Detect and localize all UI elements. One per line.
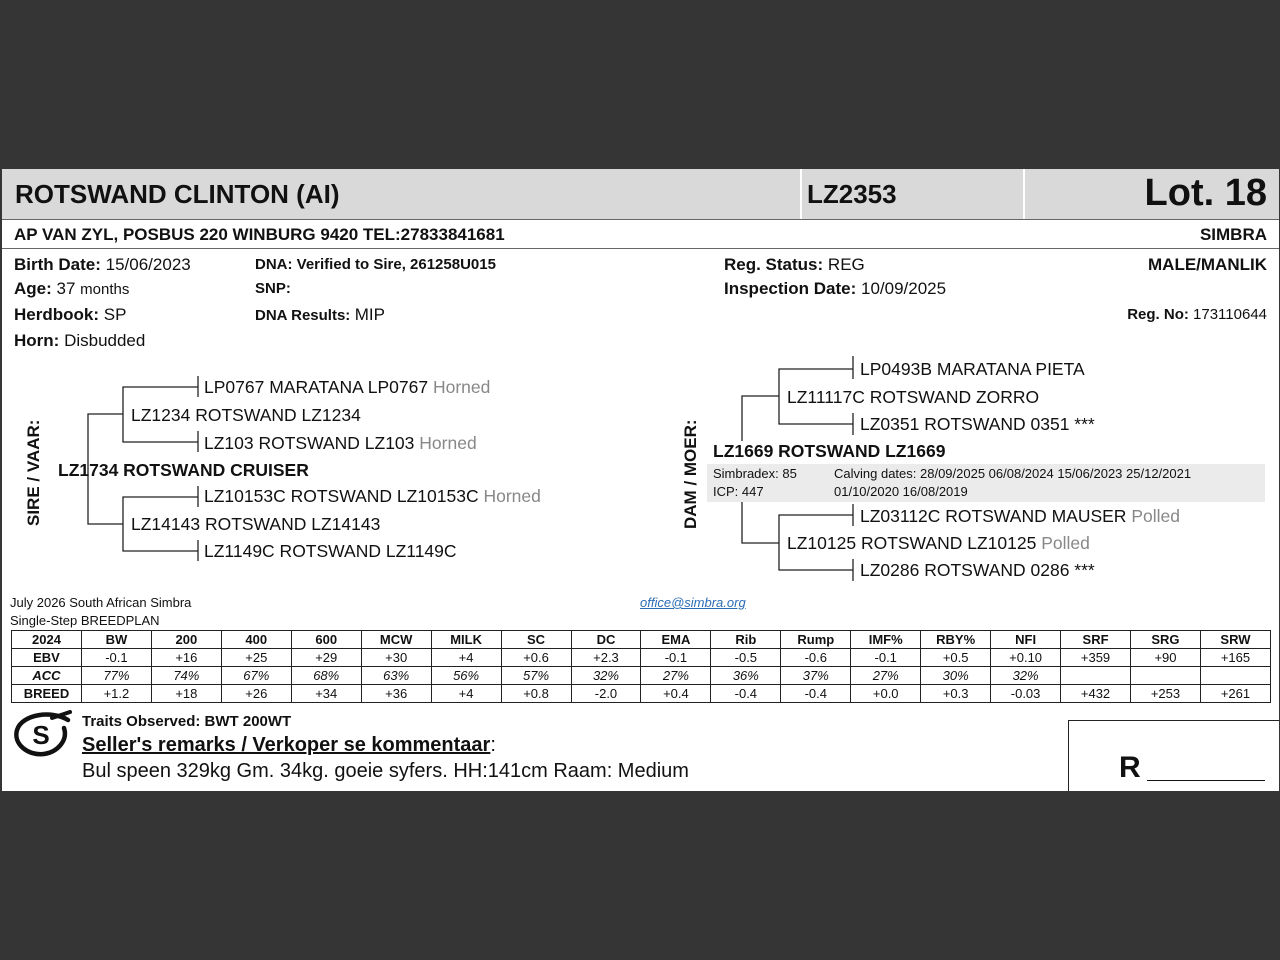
ebv-source: July 2026 South African Simbra bbox=[10, 595, 192, 610]
table-cell: 68% bbox=[291, 667, 361, 685]
registration-number: Reg. No: 173110644 bbox=[1127, 306, 1267, 323]
table-cell: 57% bbox=[501, 667, 571, 685]
table-cell: 27% bbox=[641, 667, 711, 685]
column-header-cell: SRG bbox=[1131, 631, 1201, 649]
table-cell: +25 bbox=[221, 649, 291, 667]
dam-sire: LZ11117C ROTSWAND ZORRO bbox=[787, 387, 1040, 407]
remarks-title: Seller's remarks / Verkoper se kommentaar: bbox=[82, 734, 496, 756]
table-cell bbox=[1200, 667, 1270, 685]
column-header-cell: DC bbox=[571, 631, 641, 649]
table-cell: +0.0 bbox=[851, 685, 921, 703]
horn-status: Horn: Disbudded bbox=[14, 331, 146, 350]
animal-name: ROTSWAND CLINTON (AI) bbox=[15, 179, 340, 209]
column-header-cell: 2024 bbox=[12, 631, 82, 649]
sire-section-label: SIRE / VAAR: bbox=[24, 419, 43, 526]
sire-dam-sire: LZ10153C ROTSWAND LZ10153C Horned bbox=[204, 486, 541, 506]
table-cell: -0.6 bbox=[781, 649, 851, 667]
table-cell: -0.03 bbox=[991, 685, 1061, 703]
table-cell: -2.0 bbox=[571, 685, 641, 703]
table-cell: -0.1 bbox=[641, 649, 711, 667]
traits-observed: Traits Observed: BWT 200WT bbox=[82, 713, 292, 730]
sire-dam: LZ14143 ROTSWAND LZ14143 bbox=[131, 514, 381, 534]
table-cell: +0.3 bbox=[921, 685, 991, 703]
icp: ICP: 447 bbox=[713, 484, 764, 499]
simbradex: Simbradex: 85 bbox=[713, 466, 797, 481]
dam-sire-sire: LP0493B MARATANA PIETA bbox=[860, 359, 1085, 379]
column-header-cell: 600 bbox=[291, 631, 361, 649]
table-cell: +0.6 bbox=[501, 649, 571, 667]
simbra-logo-icon bbox=[12, 710, 74, 760]
column-header-cell: MILK bbox=[431, 631, 501, 649]
column-header-cell: SC bbox=[501, 631, 571, 649]
table-cell: -0.4 bbox=[781, 685, 851, 703]
email-link[interactable]: office@simbra.org bbox=[640, 595, 746, 610]
column-header-cell: MCW bbox=[361, 631, 431, 649]
table-cell: +36 bbox=[361, 685, 431, 703]
table-cell: -0.1 bbox=[81, 649, 151, 667]
owner-address: AP VAN ZYL, POSBUS 220 WINBURG 9420 TEL:27833841681 bbox=[14, 225, 505, 244]
sire-sire-dam: LZ103 ROTSWAND LZ103 Horned bbox=[204, 433, 477, 453]
table-cell: +0.10 bbox=[991, 649, 1061, 667]
table-cell: +4 bbox=[431, 649, 501, 667]
table-cell: +4 bbox=[431, 685, 501, 703]
table-cell: +2.3 bbox=[571, 649, 641, 667]
calving-dates-cont: 01/10/2020 16/08/2019 bbox=[834, 484, 968, 499]
dna-verification: DNA: Verified to Sire, 261258U015 bbox=[255, 256, 496, 273]
table-cell: 56% bbox=[431, 667, 501, 685]
table-cell: 74% bbox=[151, 667, 221, 685]
sire-sire-sire: LP0767 MARATANA LP0767 Horned bbox=[204, 377, 491, 397]
snp-label: SNP: bbox=[255, 280, 291, 297]
price-blank-line[interactable] bbox=[1147, 780, 1265, 781]
ebv-row bbox=[12, 649, 1271, 667]
table-cell: +0.8 bbox=[501, 685, 571, 703]
reg-status: Reg. Status: REG bbox=[724, 255, 865, 274]
table-cell: 36% bbox=[711, 667, 781, 685]
column-header-cell: IMF% bbox=[851, 631, 921, 649]
table-cell: 37% bbox=[781, 667, 851, 685]
table-cell: +30 bbox=[361, 649, 431, 667]
sire-sire: LZ1234 ROTSWAND LZ1234 bbox=[131, 405, 361, 425]
inspection-date: Inspection Date: 10/09/2025 bbox=[724, 279, 947, 298]
table-cell: 63% bbox=[361, 667, 431, 685]
column-header-cell: 400 bbox=[221, 631, 291, 649]
ebv-method: Single-Step BREEDPLAN bbox=[10, 613, 160, 628]
sire-dam-dam: LZ1149C ROTSWAND LZ1149C bbox=[204, 541, 457, 561]
table-cell: 77% bbox=[81, 667, 151, 685]
dam-sire-dam: LZ0351 ROTSWAND 0351 *** bbox=[860, 414, 1095, 434]
sex-label: MALE/MANLIK bbox=[1148, 255, 1267, 274]
column-header-cell: EMA bbox=[641, 631, 711, 649]
table-cell: 32% bbox=[991, 667, 1061, 685]
column-header-cell: NFI bbox=[991, 631, 1061, 649]
table-cell: +261 bbox=[1200, 685, 1270, 703]
column-header-cell: RBY% bbox=[921, 631, 991, 649]
row-header-cell: EBV bbox=[12, 649, 82, 667]
dam-section-label: DAM / MOER: bbox=[681, 419, 700, 529]
table-cell: +0.4 bbox=[641, 685, 711, 703]
table-cell: +18 bbox=[151, 685, 221, 703]
dam-dam-sire: LZ03112C ROTSWAND MAUSER Polled bbox=[860, 506, 1180, 526]
registration-code: LZ2353 bbox=[807, 179, 897, 209]
column-header-cell: 200 bbox=[151, 631, 221, 649]
dam-dam: LZ10125 ROTSWAND LZ10125 Polled bbox=[787, 533, 1090, 553]
age: Age: 37 months bbox=[14, 279, 130, 298]
table-cell: -0.1 bbox=[851, 649, 921, 667]
table-cell: 27% bbox=[851, 667, 921, 685]
dam-dam-dam: LZ0286 ROTSWAND 0286 *** bbox=[860, 560, 1095, 580]
lot-number: Lot. 18 bbox=[1144, 172, 1267, 214]
table-cell: +16 bbox=[151, 649, 221, 667]
table-cell: +165 bbox=[1200, 649, 1270, 667]
table-cell: 67% bbox=[221, 667, 291, 685]
breed-label: SIMBRA bbox=[1199, 225, 1267, 244]
row-header-cell: BREED bbox=[12, 685, 82, 703]
price-prefix: R bbox=[1119, 751, 1141, 784]
table-cell: +29 bbox=[291, 649, 361, 667]
column-header-cell: SRF bbox=[1061, 631, 1131, 649]
svg-text:S: S bbox=[32, 720, 50, 750]
ebv-header-row bbox=[12, 631, 1271, 649]
table-cell: +26 bbox=[221, 685, 291, 703]
table-cell: +0.5 bbox=[921, 649, 991, 667]
lot-card bbox=[2, 169, 1279, 791]
calving-dates: Calving dates: 28/09/2025 06/08/2024 15/06/2023 25/12/2021 bbox=[834, 466, 1192, 481]
table-cell: +34 bbox=[291, 685, 361, 703]
dna-results: DNA Results: MIP bbox=[255, 305, 385, 324]
acc-row bbox=[12, 667, 1271, 685]
table-cell: +1.2 bbox=[81, 685, 151, 703]
table-cell bbox=[1131, 667, 1201, 685]
table-cell: -0.4 bbox=[711, 685, 781, 703]
column-header-cell: SRW bbox=[1200, 631, 1270, 649]
ebv-table bbox=[11, 630, 1271, 703]
table-cell: +359 bbox=[1061, 649, 1131, 667]
column-header-cell: BW bbox=[81, 631, 151, 649]
birth-date: Birth Date: 15/06/2023 bbox=[14, 255, 191, 274]
table-cell: +90 bbox=[1131, 649, 1201, 667]
column-header-cell: Rib bbox=[711, 631, 781, 649]
table-cell: +253 bbox=[1131, 685, 1201, 703]
dam-name: LZ1669 ROTSWAND LZ1669 bbox=[713, 441, 946, 461]
seller-remarks: Bul speen 329kg Gm. 34kg. goeie syfers. HH:141cm Raam: Medium bbox=[82, 760, 689, 782]
sire-name: LZ1734 ROTSWAND CRUISER bbox=[58, 460, 309, 480]
price-box bbox=[1068, 720, 1279, 791]
breed-row bbox=[12, 685, 1271, 703]
table-cell: -0.5 bbox=[711, 649, 781, 667]
table-cell: 32% bbox=[571, 667, 641, 685]
row-header-cell: ACC bbox=[12, 667, 82, 685]
table-cell: +432 bbox=[1061, 685, 1131, 703]
herdbook: Herdbook: SP bbox=[14, 305, 127, 324]
table-cell: 30% bbox=[921, 667, 991, 685]
column-header-cell: Rump bbox=[781, 631, 851, 649]
table-cell bbox=[1061, 667, 1131, 685]
